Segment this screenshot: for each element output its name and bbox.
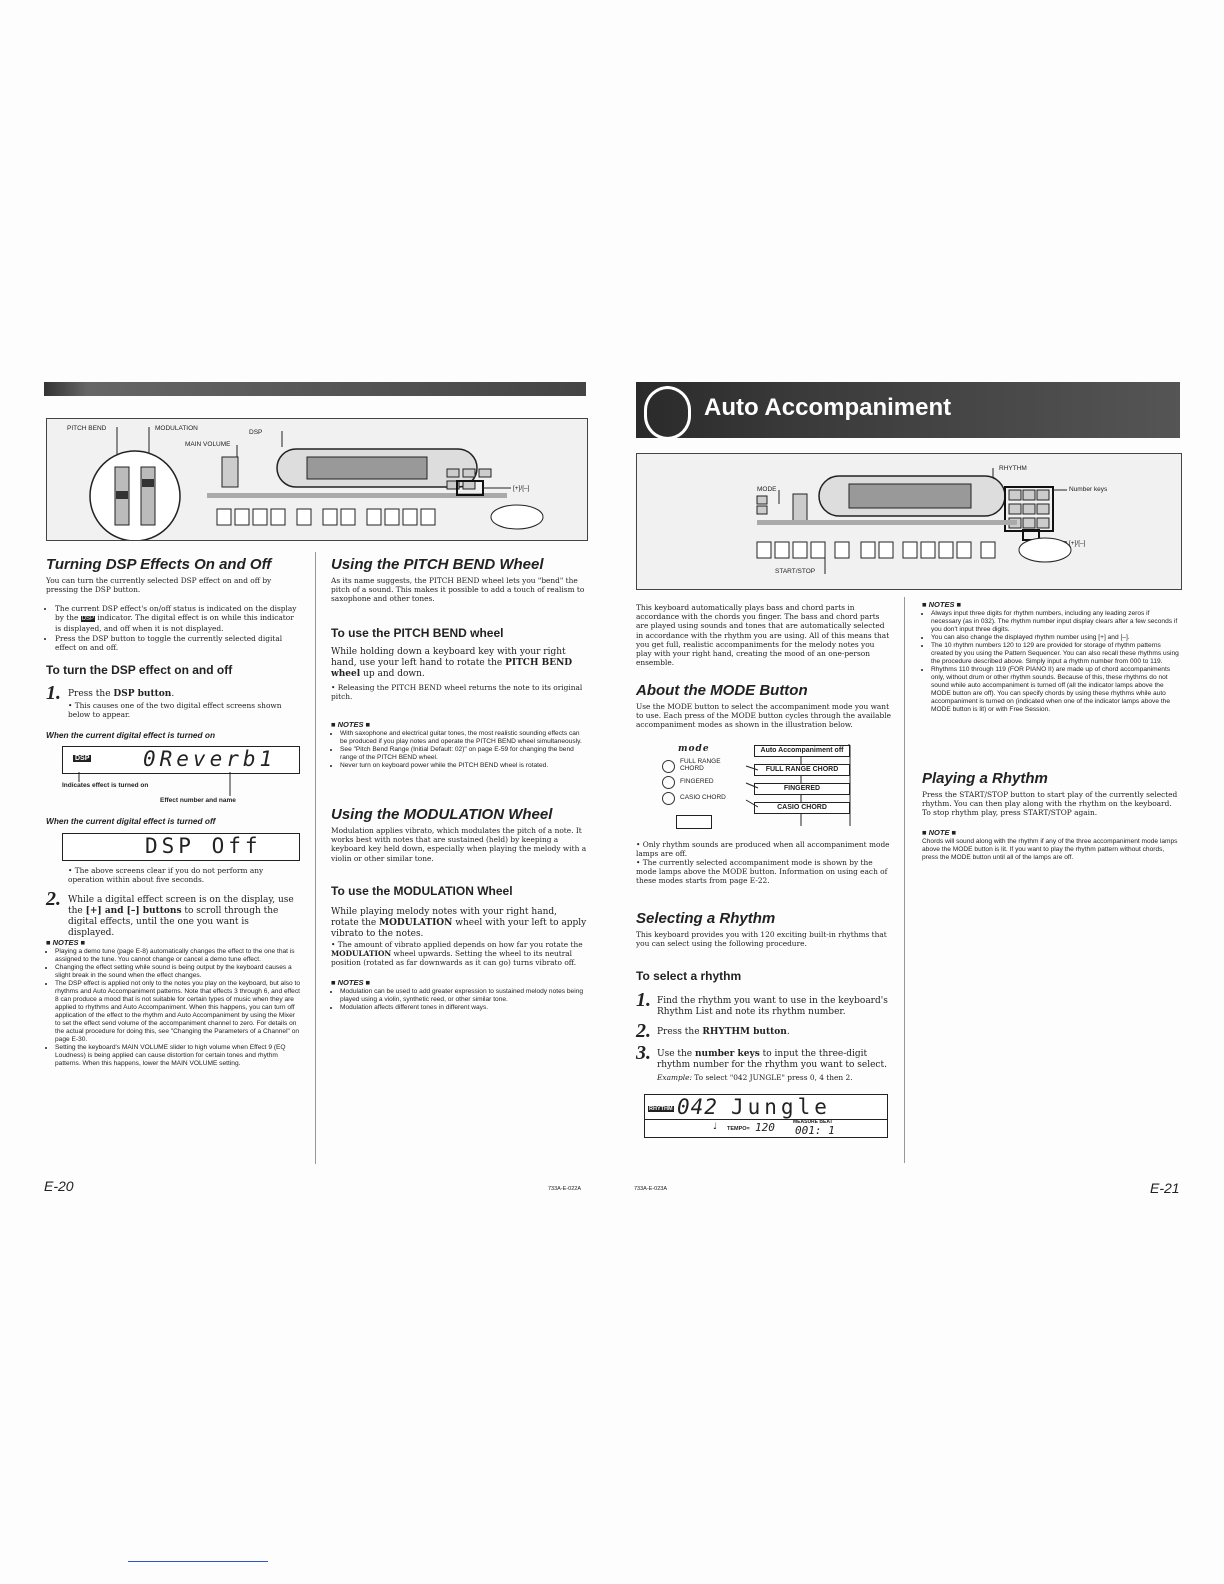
mode-box-off: Auto Accompaniment off [754, 745, 850, 757]
modulation-intro: Modulation applies vibrato, which modulates the pitch of a note. It works best with notes that are sustained (held) by keeping a keyboard key held down, especially when playing the melody with a violin or other similar tone. [331, 826, 587, 863]
column-divider-left [315, 552, 316, 1164]
section-header-bar [636, 382, 1180, 438]
pitch-bend-note: • Never turn on keyboard power while the PITCH BEND wheel is rotated. [340, 762, 587, 770]
lcd-tempo-value: 120 [755, 1121, 775, 1134]
pitch-bend-notes [331, 730, 587, 770]
modulation-note: • Modulation affects different tones in different ways. [340, 1004, 587, 1012]
dsp-subtitle: To turn the DSP effect on and off [46, 663, 233, 677]
label-modulation: MODULATION [155, 425, 198, 432]
dsp-indicator-badge: DSP [81, 616, 95, 623]
section-title-play-rhythm: Playing a Rhythm [922, 770, 1048, 787]
lcd-effect-off [62, 833, 300, 861]
keyboard-panel-illustration [47, 419, 587, 540]
page-number-right: E-21 [1150, 1180, 1180, 1196]
rhythm-step1-number: 1. [636, 989, 651, 1011]
lcd-on-note-2: Effect number and name [160, 797, 236, 804]
label-pitch-bend: PITCH BEND [67, 425, 107, 432]
keyboard-panel-illustration-right [637, 454, 1181, 589]
lamp-label-full-range: FULL RANGE CHORD [680, 758, 721, 772]
lcd-rhythm-name: Jungle [731, 1095, 831, 1119]
label-mode: MODE [757, 486, 777, 493]
lcd-dsp-badge: DSP [75, 755, 90, 762]
screens-bullet: • The above screens clear if you do not perform any operation within about five seconds. [68, 866, 264, 885]
page-number-left: E-20 [44, 1178, 74, 1194]
label-dsp: DSP [249, 429, 263, 436]
mode-box-full-range: FULL RANGE CHORD [754, 764, 850, 776]
doc-code-left: 733A-E-022A [548, 1186, 582, 1192]
label-number-keys: Number keys [1069, 486, 1108, 493]
section-title-mode: About the MODE Button [636, 682, 808, 699]
dsp-step2-text: While a digital effect screen is on the display, use the [+] and [–] buttons to scroll through the digital effects, until the one you want is displayed. [68, 895, 294, 938]
lcd-count-value: 001: 1 [795, 1124, 835, 1137]
mode-intro: Use the MODE button to select the accompaniment mode you want to use. Each press of the MODE button cycles through the available accompaniment modes as shown in the illustration below. [636, 702, 891, 730]
dsp-notes [46, 948, 300, 1068]
rhythm-note: • Rhythms 110 through 119 (FOR PIANO II) are made up of chord accompaniments only, without drum or other rhythm sounds. Because of this, these rhythms do not sound while auto accompaniment is turned off (all the indicator lamps above the MODE button are off). You can specify chords by using these rhythms while auto accompaniment is turned on (indicated when one of the indicator lamps above the MODE button is lit) or with Free Session. [931, 666, 1180, 714]
lcd-rhythm-number: 042 [677, 1095, 718, 1119]
dsp-note: • Setting the keyboard's MAIN VOLUME slider to high volume when Effect 9 (EQ Loudness) is being applied can cause distortion for certain tones and rhythm patterns. When this happens, lower the MAIN VOLUME setting. [55, 1044, 300, 1068]
mode-bullet-1: • Only rhythm sounds are produced when all accompaniment mode lamps are off. [636, 840, 890, 859]
rhythm-example: Example: To select "042 JUNGLE" press 0, 4 then 2. [657, 1073, 853, 1082]
label-plus-minus-right: [+]/[–] [1069, 540, 1086, 547]
lcd-rhythm [644, 1094, 888, 1138]
dsp-step2-number: 2. [46, 888, 61, 910]
section-header-title: Auto Accompaniment [704, 394, 952, 421]
lcd-divider [645, 1119, 887, 1120]
dsp-step1-number: 1. [46, 682, 61, 704]
rhythm-notes-title: ■ NOTES ■ [922, 600, 962, 609]
modulation-notes [331, 988, 587, 1012]
lcd-tempo-label: TEMPO= [727, 1126, 750, 1132]
lcd-effect-off-text: DSP Off [145, 834, 262, 858]
dsp-notes-title: ■ NOTES ■ [46, 938, 86, 947]
dsp-bullet-1: • The current DSP effect's on/off status is indicated on the display by the DSP indicator. The digital effect is on while this indicator is displayed, and off when it is not displayed. [55, 604, 300, 634]
lcd-rhythm-badge: RHYTHM [649, 1106, 673, 1112]
modulation-body: While playing melody notes with your right hand, rotate the MODULATION wheel with your left to apply vibrato to the notes. [331, 907, 587, 939]
section-title-select-rhythm: Selecting a Rhythm [636, 910, 776, 927]
rhythm-step3-text: Use the number keys to input the three-digit rhythm number for the rhythm you want to select. [657, 1049, 887, 1070]
select-rhythm-subtitle: To select a rhythm [636, 969, 742, 983]
dsp-note: • Changing the effect setting while sound is being output by the keyboard causes a slight break in the sound when the effect changes. [55, 964, 300, 980]
label-plus-minus: [+]/[–] [513, 485, 530, 492]
section-title-modulation: Using the MODULATION Wheel [331, 806, 553, 823]
lcd-effect-on-text: 0Reverb1 [143, 747, 277, 771]
keyboard-figure-right [636, 453, 1182, 590]
lamp-casio-chord-icon [662, 792, 675, 805]
label-rhythm: RHYTHM [999, 465, 1027, 472]
pitch-bend-body: While holding down a keyboard key with your right hand, use your left hand to rotate the PITCH BEND wheel up and down. [331, 647, 573, 679]
mode-bullet-2: • The currently selected accompaniment mode is shown by the mode lamps above the MODE button. Information on using each of these modes starts from page E-22. [636, 858, 888, 886]
label-start-stop: START/STOP [775, 568, 816, 575]
play-note: Chords will sound along with the rhythm if any of the three accompaniment mode lamps above the MODE button is lit. If you want to play the rhythm pattern without chords, press the MODE button until all of the lamps are off. [922, 838, 1178, 861]
modulation-bullet: • The amount of vibrato applied depends on how far you rotate the MODULATION wheel upwards. Setting the wheel to its neutral position (rotated as far downwards as it can go) turns vibrato off. [331, 940, 583, 968]
dsp-step1-text: Press the DSP button. [68, 689, 175, 699]
modulation-notes-title: ■ NOTES ■ [331, 978, 371, 987]
mode-box-fingered: FINGERED [754, 783, 850, 795]
pitch-bend-bullet: • Releasing the PITCH BEND wheel returns the note to its original pitch. [331, 683, 583, 702]
keyboard-figure-left [46, 418, 588, 541]
rhythm-note: • The 10 rhythm numbers 120 to 129 are provided for storage of rhythm patterns created by you using the Pattern Sequencer. You can also recall these rhythms using the procedure described above. Simply input a rhythm number from 000 to 119. [931, 642, 1180, 666]
modulation-subtitle: To use the MODULATION Wheel [331, 884, 513, 898]
lamp-label-casio-chord: CASIO CHORD [680, 794, 726, 801]
rhythm-notes [922, 610, 1180, 714]
modulation-note: • Modulation can be used to add greater expression to sustained melody notes being played using a violin, synthetic reed, or other similar tone. [340, 988, 587, 1004]
section-title-dsp: Turning DSP Effects On and Off [46, 556, 272, 573]
lamp-label-fingered: FINGERED [680, 778, 714, 785]
label-main-volume: MAIN VOLUME [185, 441, 231, 448]
bottom-rule [128, 1561, 268, 1562]
play-rhythm-intro: Press the START/STOP button to start play of the currently selected rhythm. You can then play along with the rhythm on the keyboard. To stop rhythm play, press START/STOP again. [922, 790, 1178, 818]
rhythm-note: • Always input three digits for rhythm numbers, including any leading zeros if necessary (as in 032). The rhythm number input display clears after a few seconds if you don't input three digits. [931, 610, 1180, 634]
pitch-bend-subtitle: To use the PITCH BEND wheel [331, 626, 504, 640]
dsp-note: • Playing a demo tune (page E-8) automatically changes the effect to the one that is assigned to the tune. You cannot change or cancel a demo tune effect. [55, 948, 300, 964]
pitch-bend-notes-title: ■ NOTES ■ [331, 720, 371, 729]
lamp-full-range-icon [662, 760, 675, 773]
pitch-bend-note: • With saxophone and electrical guitar tones, the most realistic sounding effects can be produced if you play notes and operate the PITCH BEND wheel simultaneously. [340, 730, 587, 746]
header-bracket-icon [666, 386, 691, 440]
header-bar-left [44, 382, 586, 396]
mode-logo: mode [678, 744, 710, 754]
caption-effect-off: When the current digital effect is turned off [46, 816, 216, 826]
auto-accompaniment-intro: This keyboard automatically plays bass and chord parts in accordance with the chords you finger. The bass and chord parts are played using sounds and tones that are automatically selected in accordance with the rhythm you are using. All of this means that you get full, realistic accompaniments for the melody notes you play with your right hand, creating the mood of an one-person ensemble. [636, 603, 890, 668]
column-divider-right [904, 597, 905, 1163]
rhythm-step2-text: Press the RHYTHM button. [657, 1027, 790, 1037]
dsp-step1-bullet: • This causes one of the two digital effect screens shown below to appear. [68, 701, 282, 720]
dsp-note: • The DSP effect is applied not only to the notes you play on the keyboard, but also to rhythms and Auto Accompaniment patterns. Note that effects 3 through 6, and effect 8 can produce a mood that is not suitable for certain types of music when they are applied to rhythms and Auto Accompaniment. When this happens, you can turn off application of the effect to the rhythm and Auto Accompaniment by using the Mixer to set the effect send volume of the accompaniment channel to zero. For details on the actual procedure for doing this, see "Changing the Parameters of a Channel" on page E-30. [55, 980, 300, 1044]
dsp-bullets [46, 604, 300, 652]
dsp-bullet-2: • Press the DSP button to toggle the currently selected digital effect on and off. [55, 634, 300, 652]
lcd-on-note-1: Indicates effect is turned on [62, 782, 149, 789]
section-title-pitch-bend: Using the PITCH BEND Wheel [331, 556, 544, 573]
lamp-fingered-icon [662, 776, 675, 789]
select-rhythm-intro: This keyboard provides you with 120 exciting built-in rhythms that you can select using the following procedure. [636, 930, 887, 949]
mode-cycle-arrows [700, 740, 860, 830]
doc-code-right: 733A-E-023A [634, 1186, 668, 1192]
rhythm-note: • You can also change the displayed rhythm number using [+] and [–]. [931, 634, 1180, 642]
rhythm-step2-number: 2. [636, 1020, 651, 1042]
rhythm-step3-number: 3. [636, 1042, 651, 1064]
dsp-intro: You can turn the currently selected DSP effect on and off by pressing the DSP button. [46, 576, 272, 595]
rhythm-step1-text: Find the rhythm you want to use in the keyboard's Rhythm List and note its rhythm number. [657, 996, 888, 1017]
play-note-title: ■ NOTE ■ [922, 828, 957, 837]
mode-box-casio-chord: CASIO CHORD [754, 802, 850, 814]
caption-effect-on: When the current digital effect is turned on [46, 730, 216, 740]
lcd-effect-on [62, 746, 300, 774]
lcd-metronome-icon: ♩ [713, 1122, 718, 1132]
pitch-bend-note: • See "Pitch Bend Range (Initial Default: 02)" on page E-59 for changing the bend range of the PITCH BEND wheel. [340, 746, 587, 762]
pitch-bend-intro: As its name suggests, the PITCH BEND wheel lets you "bend" the pitch of a sound. This makes it possible to add a touch of realism to saxophone and other tones. [331, 576, 585, 604]
lcd-measure-beat-label: MEASURE BEAT [793, 1119, 833, 1125]
